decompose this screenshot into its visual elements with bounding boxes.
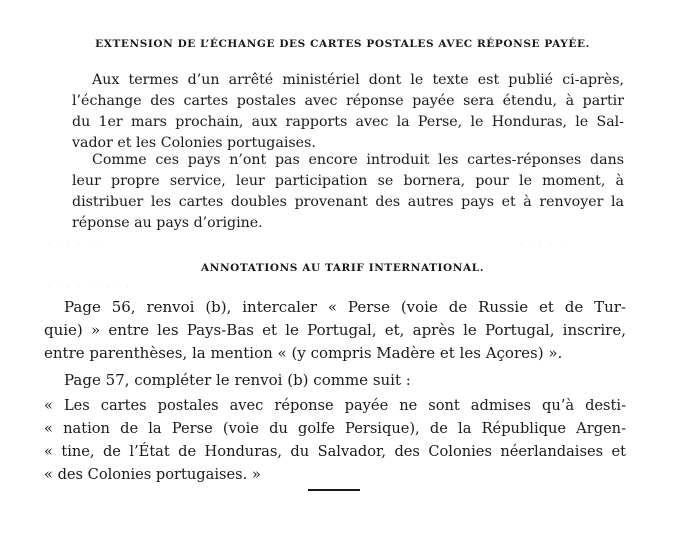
- text-line: réponse au pays d’origine.: [72, 215, 263, 231]
- quoted-renvoi: [44, 394, 626, 486]
- scan-artifact: · · · · · · · · ·: [48, 284, 132, 291]
- paragraph-extension: [72, 70, 624, 154]
- text-line: Page 57, compléter le renvoi (b) comme suit :: [64, 371, 411, 389]
- closing-rule: [308, 489, 360, 491]
- text-line: quie) » entre les Pays-Bas et le Portugal, et, après le Portugal, inscrire,: [44, 321, 626, 339]
- text-line: l’échange des cartes postales avec réponse payée sera étendu, à partir: [72, 93, 624, 109]
- text-line: entre parenthèses, la mention « (y compris Madère et les Açores) ».: [44, 344, 563, 362]
- text-line: leur propre service, leur participation se bornera, pour le moment, à: [72, 173, 624, 189]
- paragraph-participation: [72, 150, 624, 234]
- text-line: « tine, de l’État de Honduras, du Salvador, des Colonies néerlandaises et: [44, 443, 626, 460]
- text-line: Aux termes d’un arrêté ministériel dont le texte est publié ci-après,: [92, 72, 624, 88]
- scan-artifact: · · · · · ·: [48, 242, 102, 249]
- text-line: vador et les Colonies portugaises.: [72, 135, 316, 151]
- text-line: Page 56, renvoi (b), intercaler « Perse (voie de Russie et de Tur-: [64, 298, 626, 316]
- text-line: « Les cartes postales avec réponse payée ne sont admises qu’à desti-: [44, 397, 626, 414]
- section-heading-extension: EXTENSION DE L’ÉCHANGE DES CARTES POSTALES AVEC RÉPONSE PAYÉE.: [95, 38, 590, 50]
- text-line: « des Colonies portugaises. »: [44, 466, 261, 483]
- text-line: Comme ces pays n’ont pas encore introduit les cartes-réponses dans: [92, 152, 624, 168]
- text-line: distribuer les cartes doubles provenant des autres pays et à renvoyer la: [72, 194, 624, 210]
- annotation-page-57: [44, 369, 626, 392]
- section-heading-annotations: ANNOTATIONS AU TARIF INTERNATIONAL.: [201, 262, 484, 274]
- text-line: du 1er mars prochain, aux rapports avec la Perse, le Honduras, le Sal-: [72, 114, 624, 130]
- annotation-page-56: [44, 296, 626, 365]
- scan-artifact: · · · · ·: [520, 242, 565, 249]
- text-line: « nation de la Perse (voie du golfe Persique), de la République Argen-: [44, 420, 626, 437]
